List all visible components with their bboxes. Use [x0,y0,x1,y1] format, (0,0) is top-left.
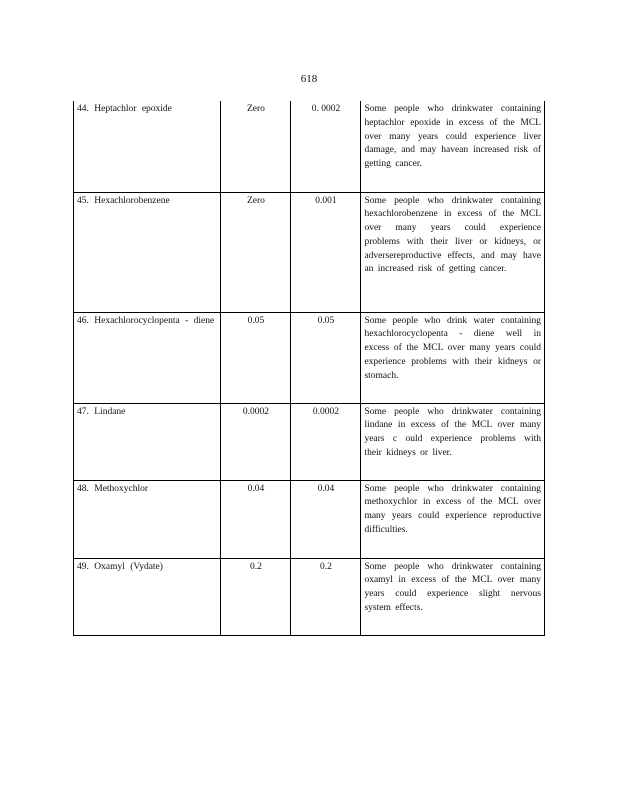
mcl-value: 0.04 [291,480,361,558]
health-effect: Some people who drinkwater containing lindane in excess of the MCL over many years c ould experience problems with their kidneys or liver. [361,403,545,480]
contaminant-name: 48. Methoxychlor [74,480,221,558]
contaminant-table [73,101,545,636]
table-row [74,480,545,558]
table-row [74,558,545,635]
contaminant-name: 49. Oxamyl (Vydate) [74,558,221,635]
contaminant-name: 45. Hexachlorobenzene [74,192,221,312]
health-effect: Some people who drinkwater containing heptachlor epoxide in excess of the MCL over many years could experience liver damage, and may havean increased risk of getting cancer. [361,101,545,192]
table-row [74,312,545,403]
contaminant-name: 46. Hexachlorocyclopenta - diene [74,312,221,403]
mcl-value: 0.05 [291,312,361,403]
mclg-value: 0.05 [221,312,291,403]
table-row [74,192,545,312]
mcl-value: 0.001 [291,192,361,312]
health-effect: Some people who drinkwater containing hexachlorobenzene in excess of the MCL over many years could experience problems with their liver or kidneys, or adversereproductive effects, and may have an increased risk of getting cancer. [361,192,545,312]
health-effect: Some people who drinkwater containing oxamyl in excess of the MCL over many years could experience slight nervous system effects. [361,558,545,635]
mcl-value: 0.0002 [291,403,361,480]
health-effect: Some people who drinkwater containing methoxychlor in excess of the MCL over many years could experience reproductive difficulties. [361,480,545,558]
contaminant-name: 47. Lindane [74,403,221,480]
mclg-value: Zero [221,192,291,312]
table-row [74,403,545,480]
health-effect: Some people who drink water containing hexachlorocyclopenta - diene well in excess of the MCL over many years could experience problems with their kidneys or stomach. [361,312,545,403]
mcl-value: 0. 0002 [291,101,361,192]
table-row [74,101,545,192]
mclg-value: 0.0002 [221,403,291,480]
page-number: 618 [300,73,318,85]
contaminant-name: 44. Heptachlor epoxide [74,101,221,192]
mclg-value: 0.2 [221,558,291,635]
mclg-value: 0.04 [221,480,291,558]
mclg-value: Zero [221,101,291,192]
mcl-value: 0.2 [291,558,361,635]
